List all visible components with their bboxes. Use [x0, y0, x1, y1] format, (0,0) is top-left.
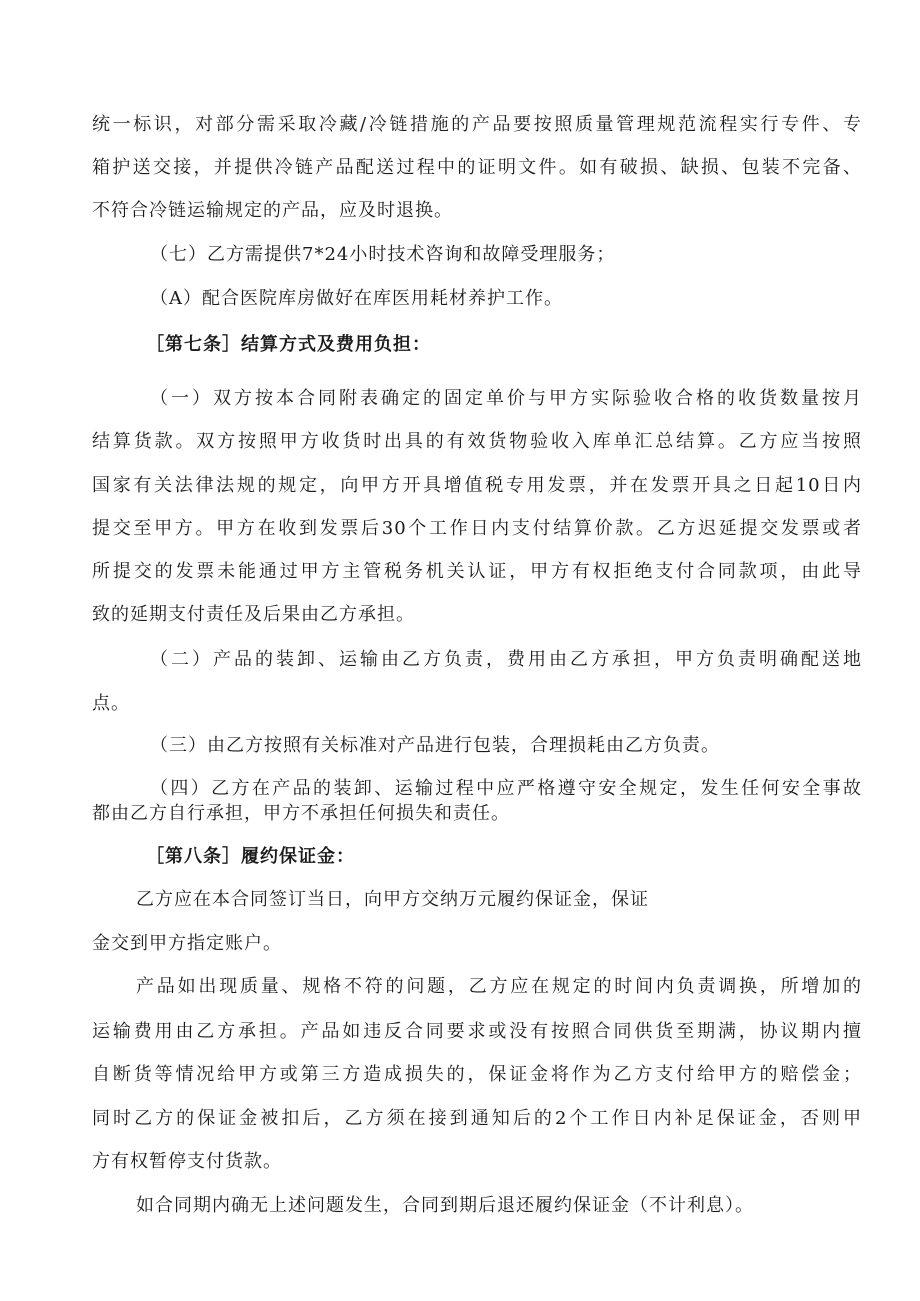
paragraph-line: 同时乙方的保证金被扣后，乙方须在接到通知后的2个工作日内补足保证金，否则甲: [92, 1108, 862, 1129]
paragraph-line: （三）由乙方按照有关标准对产品进行包装，合理损耗由乙方负责。: [150, 735, 720, 756]
paragraph-line: 统一标识，对部分需采取冷藏/冷链措施的产品要按照质量管理规范流程实行专件、专: [92, 114, 862, 135]
paragraph-line: 所提交的发票未能通过甲方主管税务机关认证，甲方有权拒绝支付合同款项，由此导: [92, 561, 862, 582]
paragraph-line: （一）双方按本合同附表确定的固定单价与甲方实际验收合格的收货数量按月: [150, 388, 862, 409]
paragraph-line: 箱护送交接，并提供冷链产品配送过程中的证明文件。如有破损、缺损、包装不完备、: [92, 157, 862, 178]
paragraph-line: 提交至甲方。甲方在收到发票后30个工作日内支付结算价款。乙方迟延提交发票或者: [92, 518, 862, 539]
paragraph-line: 点。: [92, 693, 130, 714]
paragraph-line: 产品如出现质量、规格不符的问题，乙方应在规定的时间内负责调换，所增加的: [136, 976, 862, 997]
paragraph-line: 致的延期支付责任及后果由乙方承担。: [92, 604, 415, 625]
paragraph-line: 国家有关法律法规的规定，向甲方开具增值税专用发票，并在发票开具之日起10日内: [92, 475, 862, 496]
paragraph-line: （A）配合医院库房做好在库医用耗材养护工作。: [150, 288, 563, 309]
paragraph-line: 方有权暂停支付货款。: [92, 1151, 282, 1172]
paragraph-line: （二）产品的装卸、运输由乙方负责，费用由乙方承担，甲方负责明确配送地: [150, 649, 862, 670]
paragraph-line: 运输费用由乙方承担。产品如违反合同要求或没有按照合同供货至期满，协议期内擅: [92, 1021, 862, 1042]
paragraph-line: 如合同期内确无上述问题发生，合同到期后退还履约保证金（不计利息）。: [136, 1195, 754, 1216]
paragraph-line: 不符合冷链运输规定的产品，应及时退换。: [92, 200, 453, 221]
paragraph-line: 金交到甲方指定账户。: [92, 933, 282, 954]
paragraph-line: 乙方应在本合同签订当日，向甲方交纳万元履约保证金，保证: [136, 889, 649, 910]
paragraph-line: （四）乙方在产品的装卸、运输过程中应严格遵守安全规定，发生任何安全事故: [150, 778, 862, 799]
article-heading: ［第八条］履约保证金：: [146, 846, 355, 867]
article-heading: ［第七条］结算方式及费用负担：: [146, 334, 431, 355]
paragraph-line: （七）乙方需提供7*24小时技术咨询和故障受理服务；: [150, 244, 616, 265]
paragraph-line: 自断货等情况给甲方或第三方造成损失的，保证金将作为乙方支付给甲方的赔偿金；: [92, 1064, 862, 1085]
paragraph-line: 都由乙方自行承担，甲方不承担任何损失和责任。: [92, 803, 510, 824]
paragraph-line: 结算货款。双方按照甲方收货时出具的有效货物验收入库单汇总结算。乙方应当按照: [92, 431, 862, 452]
